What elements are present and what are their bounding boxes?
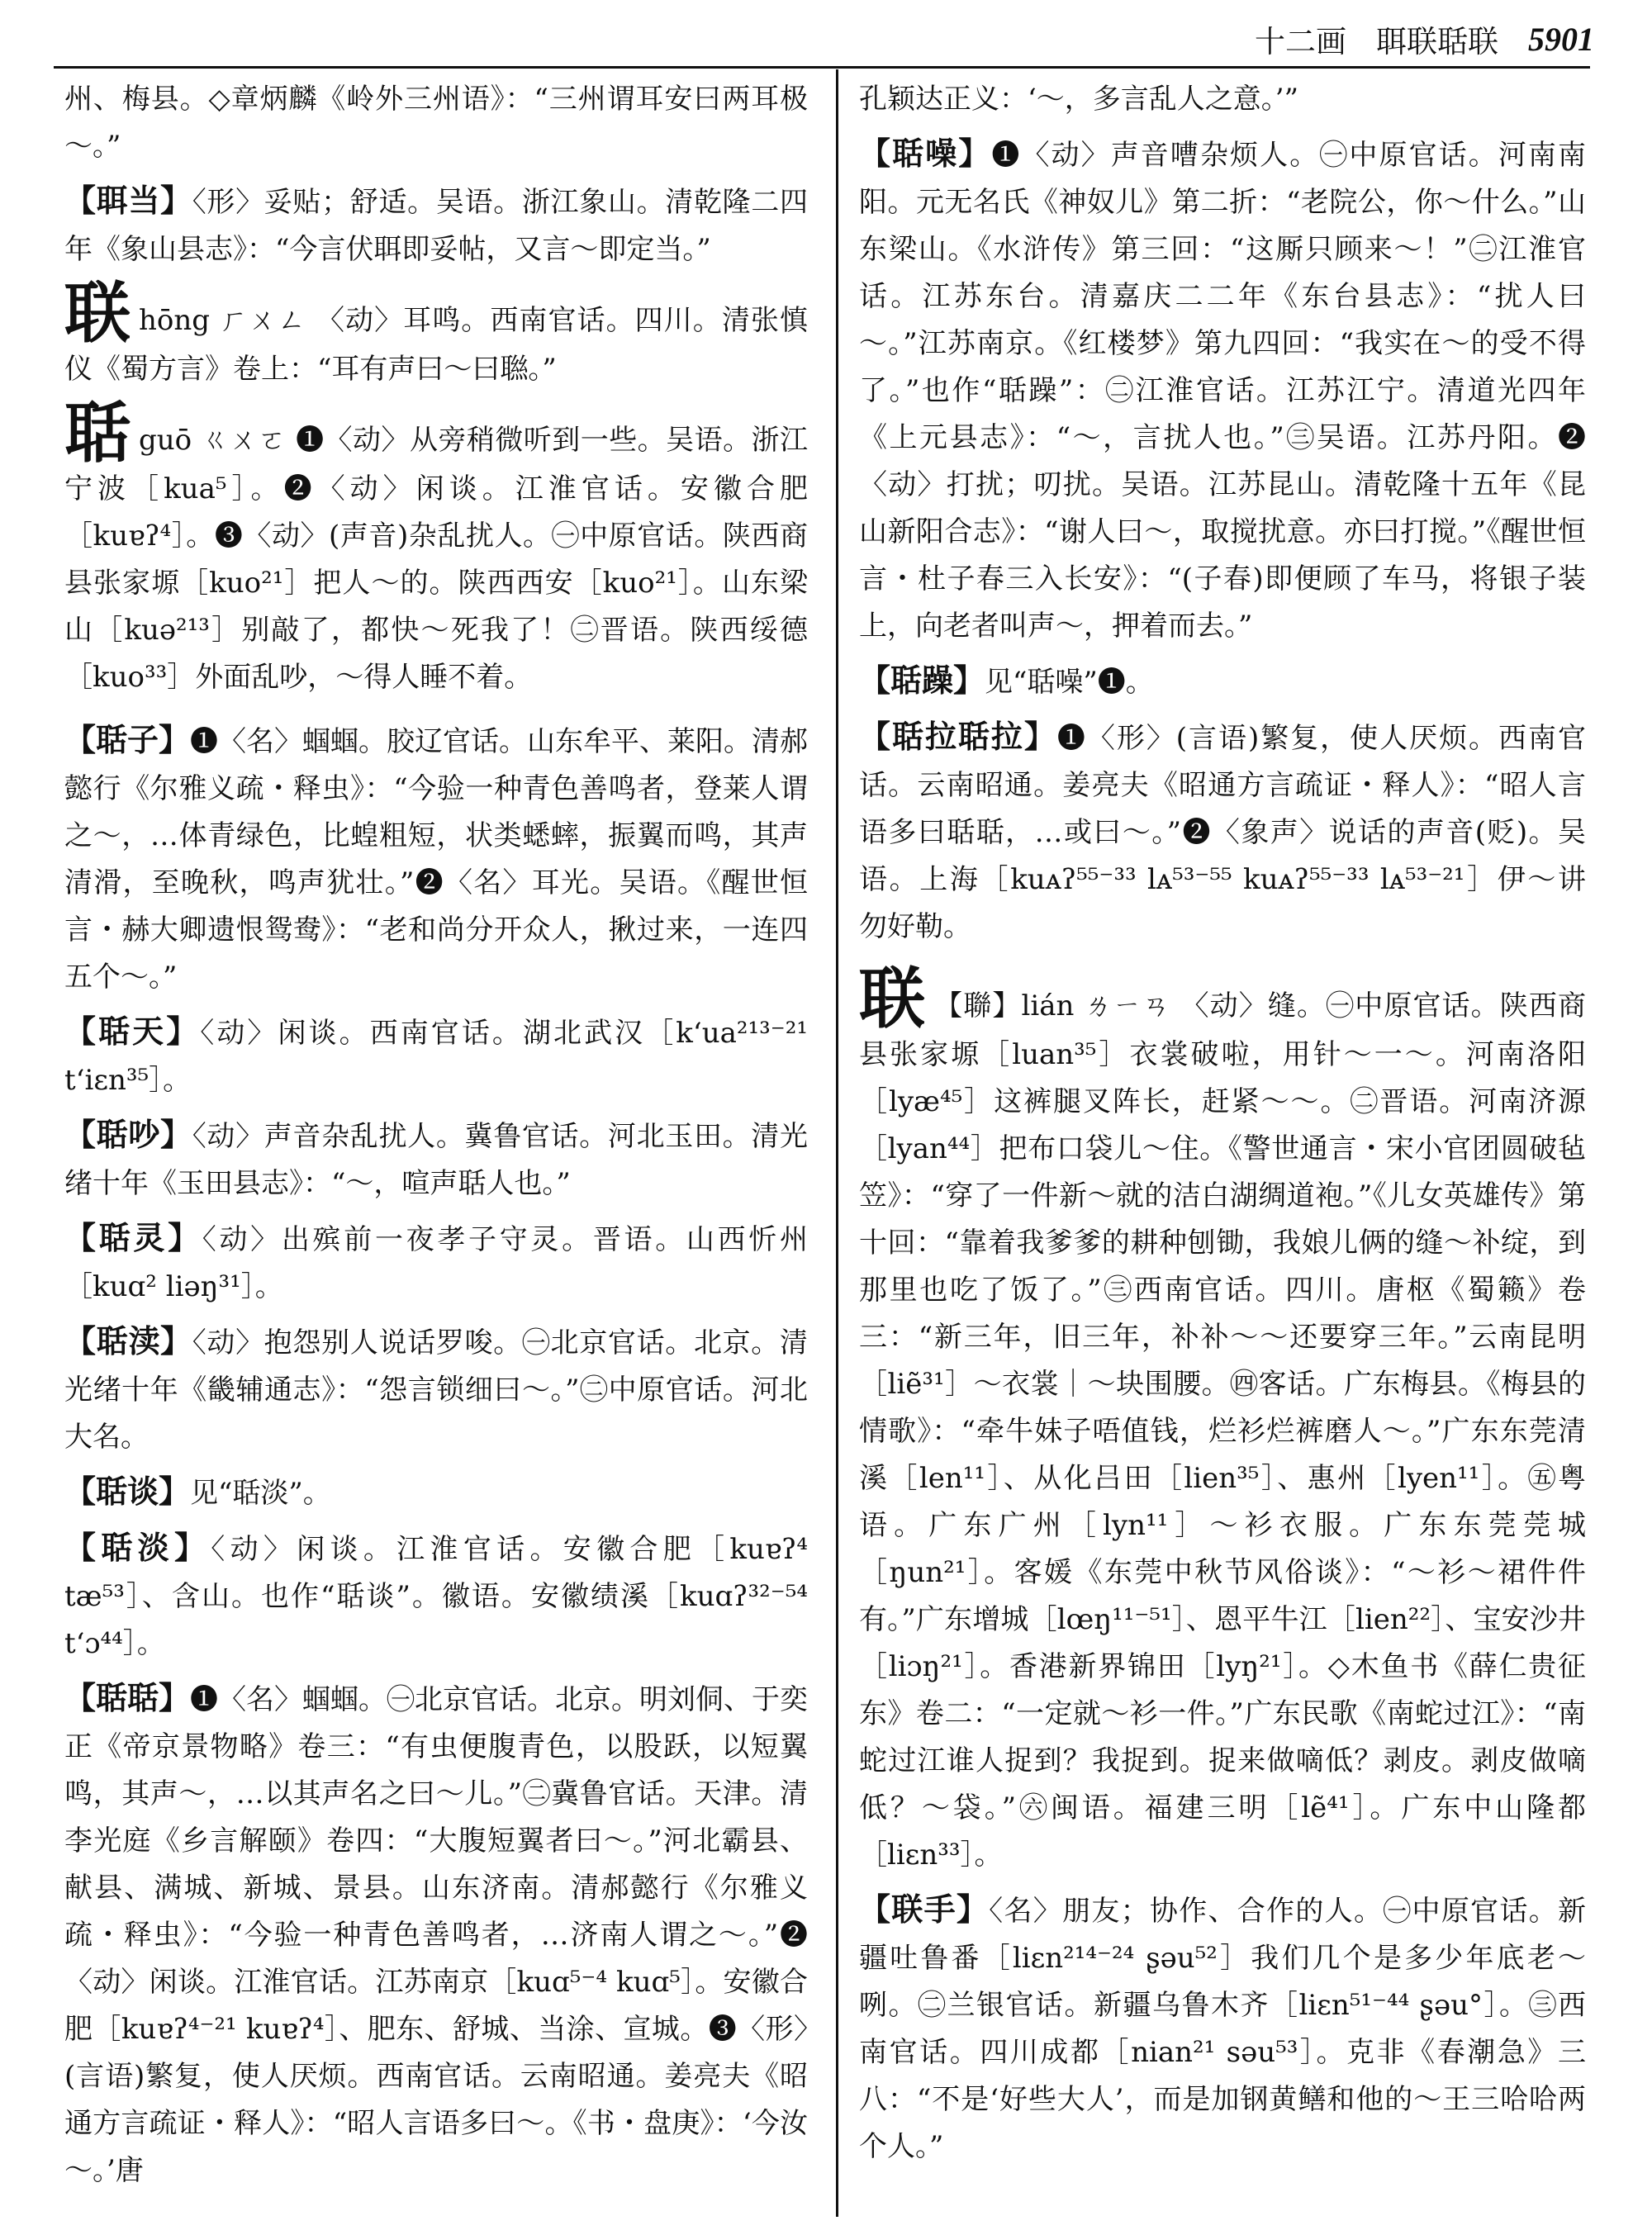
stroke-count-label: 十二画	[1255, 24, 1346, 59]
entry-definition: ❶〈名〉蝈蝈。胶辽官话。山东牟平、莱阳。清郝懿行《尔雅义疏・释虫》：“今验一种青色善鸣者，登莱人谓之～，…体青绿色，比蝗粗短，状类蟋蟀，振翼而鸣，其声清滑，至晚秋，鸣声犹壮。”❷〈名〉耳光。吴语。《醒世恒言・赫大卿遗恨鸳鸯》：“老和尚分开众人，揪过来，一连四五个～。”	[64, 725, 809, 994]
column-divider	[836, 69, 838, 2217]
entry-headword: 【聒聒】	[64, 1679, 191, 1716]
left-column	[64, 76, 808, 2201]
entry-headword: 【聑当】	[64, 182, 192, 219]
entry-headword: 【聒天】	[64, 1013, 201, 1050]
dictionary-entry	[859, 960, 1586, 1879]
entry-headword: 【聒躁】	[859, 662, 985, 699]
entry-headword: 【聒拉聒拉】	[859, 718, 1057, 755]
entry-definition: 〈动〉闲谈。西南官话。湖北武汉［k‘ua²¹³⁻²¹ t‘iɛn³⁵］。	[64, 1017, 808, 1097]
dictionary-entry	[64, 274, 808, 393]
page-number: 5901	[1528, 20, 1594, 58]
entry-definition: hōng ㄏㄨㄥ 〈动〉耳鸣。西南官话。四川。清张慎仪《蜀方言》卷上：“耳有声曰～曰聮。”	[64, 304, 808, 386]
entry-headword: 【聒噪】	[859, 135, 992, 172]
dictionary-entry	[64, 1468, 808, 1517]
dictionary-entry	[64, 394, 808, 701]
dictionary-entry	[859, 130, 1586, 650]
entry-definition: 〈名〉朋友；协作、合作的人。㊀中原官话。新疆吐鲁番［liɛn²¹⁴⁻²⁴ ʂəu⁵²］我们几个是多少年底老～咧。㊁兰银官话。新疆乌鲁木齐［liɛn⁵¹⁻⁴⁴ ʂəu°］。㊂西南官话。四川成都［nian²¹ səu⁵³］。克非《春潮急》三八：“不是‘好些大人’，而是加钢黄鳝和他的～王三哈哈两个人。”	[859, 1895, 1586, 2163]
entry-headword: 【聒吵】	[64, 1116, 192, 1153]
continued-text: 孔颖达正义：‘～，多言乱人之意。’”	[859, 83, 1298, 116]
entry-headword: 【聒渎】	[64, 1322, 192, 1359]
entry-headword: 【聒子】	[64, 721, 191, 758]
entry-definition: 〈动〉声音杂乱扰人。冀鲁官话。河北玉田。清光绪十年《玉田县志》：“～，喧声聒人也。”	[64, 1120, 808, 1200]
continued-text: 州、梅县。◇章炳麟《岭外三州语》：“三州谓耳安曰两耳极～。”	[64, 83, 808, 163]
entry-headword: 【聒谈】	[64, 1473, 191, 1510]
entry-headword: 【聒灵】	[64, 1219, 202, 1256]
entry-definition: 见“聒淡”。	[190, 1477, 331, 1510]
header-rule	[54, 66, 1590, 69]
entry-definition: 〈动〉闲谈。江淮官话。安徽合肥［kuɐʔ⁴ tæ⁵³］、含山。也作“聒谈”。徽语。安徽绩溪［kuɑʔ³²⁻⁵⁴ t‘ɔ⁴⁴］。	[64, 1533, 808, 1660]
head-character: 联	[64, 274, 131, 352]
head-character: 联	[859, 960, 925, 1037]
entry-headword: 【聒淡】	[64, 1529, 211, 1566]
dictionary-entry	[64, 1524, 808, 1668]
dictionary-entry	[859, 1886, 1586, 2171]
header-characters: 聑联聒联	[1376, 24, 1498, 59]
entry-definition: ❶〈名〉蝈蝈。㊀北京官话。北京。明刘侗、于奕正《帝京景物略》卷三：“有虫便腹青色，以股跃，以短翼鸣，其声～，…以其声名之曰～儿。”㊁冀鲁官话。天津。清李光庭《乡言解颐》卷四：“大腹短翼者曰～。”河北霸县、献县、满城、新城、景县。山东济南。清郝懿行《尔雅义疏・释虫》：“今验一种青色善鸣者，…济南人谓之～。”❷〈动〉闲谈。江淮官话。江苏南京［kuɑ⁵⁻⁴ kuɑ⁵］。安徽合肥［kuɐʔ⁴⁻²¹ kuɐʔ⁴］、肥东、舒城、当涂、宣城。❸〈形〉(言语)繁复，使人厌烦。西南官话。云南昭通。姜亮夫《昭通方言疏证・释人》：“昭人言语多曰～。《书・盘庚》：‘今汝～。’唐	[64, 1683, 809, 2187]
right-column	[859, 76, 1586, 2177]
dictionary-entry	[64, 1008, 808, 1104]
entry-definition: 〈动〉抱怨别人说话罗唆。㊀北京官话。北京。清光绪十年《畿辅通志》：“怨言锁细曰～。”㊁中原官话。河北大名。	[64, 1326, 808, 1454]
dictionary-entry	[64, 177, 808, 273]
dictionary-entry	[859, 713, 1586, 951]
entry-definition: 〈动〉出殡前一夜孝子守灵。晋语。山西忻州［kuɑ² liəŋ³¹］。	[64, 1223, 808, 1303]
entry-definition: 〈形〉妥贴；舒适。吴语。浙江象山。清乾隆二四年《象山县志》：“今言伏聑即妥帖，又言～即定当。”	[64, 186, 808, 266]
page-header	[1024, 15, 1594, 63]
entry-definition: 【聯】lián ㄌㄧㄢ 〈动〉缝。㊀中原官话。陕西商县张家塬［luan³⁵］衣裳破啦，用针～一～。河南洛阳［lyæ⁴⁵］这裤腿叉阵长，赶紧～～。㊁晋语。河南济源［lyan⁴⁴］把布口袋儿～住。《警世通言・宋小官团圆破毡笠》：“穿了一件新～就的洁白湖绸道袍。”《儿女英雄传》第十回：“靠着我爹爹的耕种刨锄，我娘儿俩的缝～补绽，到那里也吃了饭了。”㊂西南官话。四川。唐枢《蜀籁》卷三：“新三年，旧三年，补补～～还要穿三年。”云南昆明［liẽ³¹］～衣裳｜～块围腰。㊃客话。广东梅县。《梅县的情歌》：“牵牛妹子唔值钱，烂衫烂裤磨人～。”广东东莞清溪［len¹¹］、从化吕田［lien³⁵］、惠州［lyen¹¹］。㊄粤语。广东广州［lyn¹¹］～衫衣服。广东东莞莞城［ŋun²¹］。客媛《东莞中秋节风俗谈》：“～衫～裙件件有。”广东增城［lœŋ¹¹⁻⁵¹］、恩平牛江［lien²²］、宝安沙井［liɔŋ²¹］。香港新界锦田［lyŋ²¹］。◇木鱼书《薛仁贵征东》卷二：“一定就～衫一件。”广东民歌《南蛇过江》：“南蛇过江谁人捉到？我捉到。捉来做嘀低？剥皮。剥皮做嘀低？～袋。”㊅闽语。福建三明［lẽ⁴¹］。广东中山隆都［liɛn³³］。	[859, 989, 1586, 1872]
dictionary-entry	[64, 1214, 808, 1311]
head-character: 聒	[64, 394, 131, 472]
dictionary-entry	[64, 716, 808, 1001]
entry-definition: guō ㄍㄨㄛ ❶〈动〉从旁稍微听到一些。吴语。浙江宁波［kua⁵］。❷〈动〉闲谈。江淮官话。安徽合肥［kuɐʔ⁴］。❸〈动〉(声音)杂乱扰人。㊀中原官话。陕西商县张家塬［kuo²¹］把人～的。陕西西安［kuo²¹］。山东梁山［kuə²¹³］别敲了，都快～死我了！㊁晋语。陕西绥德［kuo³³］外面乱吵，～得人睡不着。	[64, 424, 808, 694]
entry-definition: 见“聒噪”❶。	[985, 666, 1154, 699]
entry-headword: 【联手】	[859, 1891, 990, 1928]
dictionary-entry	[64, 1111, 808, 1208]
dictionary-entry	[859, 657, 1586, 706]
entry-definition: ❶〈形〉(言语)繁复，使人厌烦。西南官话。云南昭通。姜亮夫《昭通方言疏证・释人》：“昭人言语多曰聒聒，…或曰～。”❷〈象声〉说话的声音(贬)。吴语。上海［kuᴀʔ⁵⁵⁻³³ lᴀ⁵³⁻⁵⁵ kuᴀʔ⁵⁵⁻³³ lᴀ⁵³⁻²¹］伊～讲勿好勒。	[859, 722, 1586, 943]
dictionary-entry	[64, 1317, 808, 1461]
entry-definition: ❶〈动〉声音嘈杂烦人。㊀中原官话。河南南阳。元无名氏《神奴儿》第二折：“老院公，你～什么。”山东梁山。《水浒传》第三回：“这厮只顾来～！”㊁江淮官话。江苏东台。清嘉庆二二年《东台县志》：“扰人曰～。”江苏南京。《红楼梦》第九四回：“我实在～的受不得了。”也作“聒躁”：㊁江淮官话。江苏江宁。清道光四年《上元县志》：“～，言扰人也。”㊂吴语。江苏丹阳。❷〈动〉打扰；叨扰。吴语。江苏昆山。清乾隆十五年《昆山新阳合志》：“谢人曰～，取搅扰意。亦曰打搅。”《醒世恒言・杜子春三入长安》：“(子春)即便顾了车马，将银子装上，向老者叫声～，押着而去。”	[859, 139, 1586, 643]
dictionary-entry	[64, 1674, 808, 2194]
